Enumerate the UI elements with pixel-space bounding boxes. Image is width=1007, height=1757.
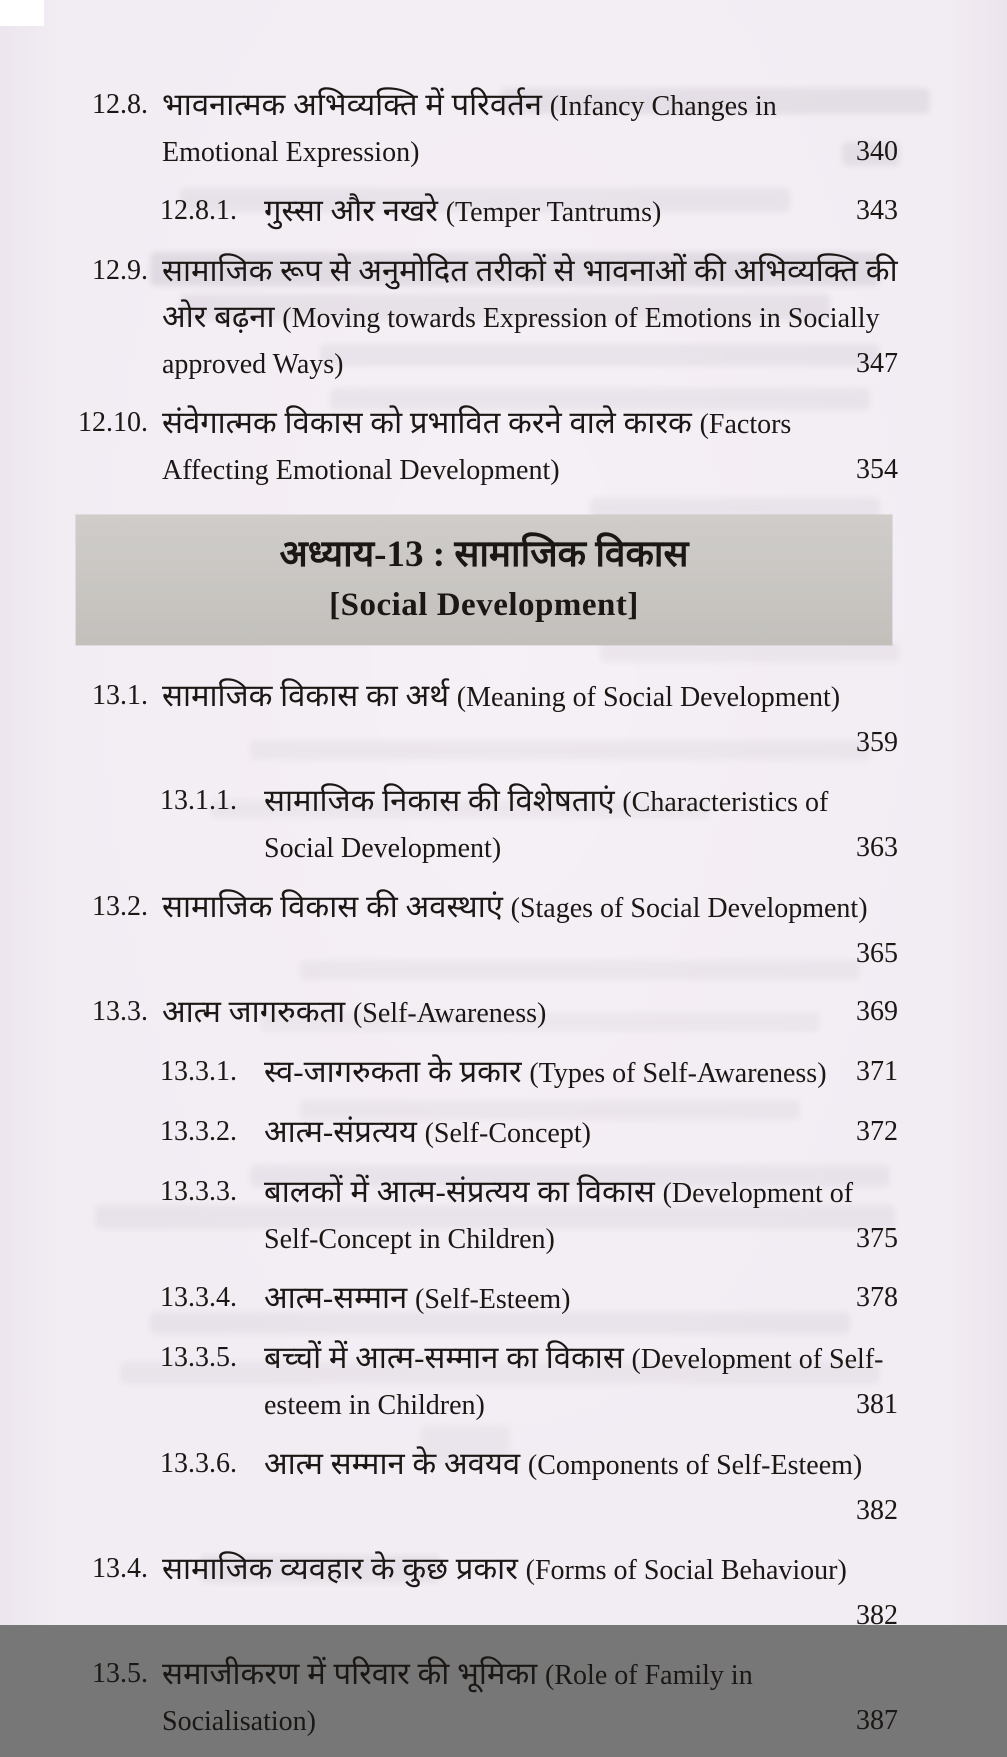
- toc-entry: [62, 884, 898, 976]
- toc-entry-page: 387: [856, 1705, 898, 1736]
- toc-entry: [62, 989, 898, 1036]
- toc-entry-number: 13.3.3.: [160, 1176, 237, 1207]
- toc-entry-number: 13.1.1.: [160, 785, 237, 816]
- toc-entry-page: 375: [856, 1223, 898, 1254]
- toc-entry-number: 13.5.: [92, 1658, 148, 1689]
- toc-entry-hindi: सामाजिक निकास की विशेषताएं: [264, 783, 623, 818]
- toc-entry: [62, 1651, 898, 1744]
- toc-entry-number: 13.3.4.: [160, 1282, 237, 1313]
- toc-entry: [62, 1169, 898, 1262]
- toc-entry-text: [264, 778, 898, 871]
- toc-entry: [62, 1275, 898, 1322]
- toc-entry-english: (Development of Self-Concept in Children): [264, 1178, 854, 1255]
- toc-entry-number: 13.3.5.: [160, 1342, 237, 1373]
- toc-section-chapter-12: [62, 82, 898, 493]
- toc-entry-hindi: आत्म-सम्मान: [264, 1280, 416, 1315]
- toc-entry-number: 12.8.: [92, 89, 148, 120]
- toc-entry-english: (Development of Self-esteem in Children): [264, 1344, 884, 1421]
- toc-entry-hindi: सामाजिक रूप से अनुमोदित तरीकों से भावनाओं की अभिव्यक्ति की ओर बढ़ना: [162, 253, 898, 334]
- toc-entry-hindi: संवेगात्मक विकास को प्रभावित करने वाले कारक: [162, 405, 700, 440]
- toc-entry-text: [162, 989, 898, 1036]
- toc-entry-hindi: भावनात्मक अभिव्यक्ति में परिवर्तन: [162, 87, 550, 122]
- toc-entry-number: 13.3.1.: [160, 1056, 237, 1087]
- toc-entry: [62, 1049, 898, 1096]
- toc-entry-english: (Forms of Social Behaviour): [525, 1555, 847, 1586]
- toc-entry-page: 363: [856, 832, 898, 863]
- toc-entry-english: (Meaning of Social Development): [456, 682, 841, 713]
- toc-entry-english: (Types of Self-Awareness): [529, 1058, 827, 1089]
- toc-entry-text: [162, 673, 898, 765]
- chapter-heading-english: [Social Development]: [329, 587, 639, 623]
- toc-entry-number: 13.1.: [92, 680, 148, 711]
- toc-entry-hindi: आत्म-संप्रत्यय: [264, 1114, 425, 1149]
- toc-entry-number: 13.4.: [92, 1553, 148, 1584]
- toc-entry-hindi: आत्म सम्मान के अवयव: [264, 1446, 528, 1481]
- toc-entry-english: (Moving towards Expression of Emotions in Socially approved Ways): [162, 303, 880, 380]
- toc-entry: [62, 1335, 898, 1428]
- toc-entry-hindi: गुस्सा और नखरे: [264, 193, 446, 228]
- toc-entry: [62, 82, 898, 175]
- toc-entry-text: [162, 884, 898, 976]
- toc-entry-hindi: आत्म जागरुकता: [162, 994, 353, 1029]
- toc-entry-text: [162, 82, 898, 175]
- toc-entry-hindi: सामाजिक विकास का अर्थ: [162, 678, 457, 713]
- toc-entry-page: 347: [856, 348, 898, 379]
- toc-entry-text: [264, 1335, 898, 1428]
- toc-entry: [62, 248, 898, 387]
- toc-entry-text: [162, 1546, 898, 1638]
- toc-entry-text: [264, 1109, 898, 1156]
- toc-entry-english: (Role of Family in Socialisation): [162, 1660, 753, 1737]
- toc-entry: [62, 1546, 898, 1638]
- toc-entry-page: 340: [856, 136, 898, 167]
- toc-entry-page: 354: [856, 454, 898, 485]
- toc-entry: [62, 400, 898, 493]
- toc-entry-number: 12.8.1.: [160, 195, 237, 226]
- toc-entry-hindi: स्व-जागरुकता के प्रकार: [264, 1054, 530, 1089]
- toc-entry-text: [162, 400, 898, 493]
- toc-entry-number: 13.3.6.: [160, 1448, 237, 1479]
- toc-entry-english: (Stages of Social Development): [510, 893, 868, 924]
- toc-entry-page: 371: [856, 1056, 898, 1087]
- toc-entry-text: [264, 1441, 898, 1533]
- toc-entry-number: 12.9.: [92, 255, 148, 286]
- toc-entry-page: 369: [856, 996, 898, 1027]
- scan-edge-artifact: [0, 0, 44, 26]
- toc-entry-english: (Characteristics of Social Development): [264, 787, 829, 864]
- toc-entry: [62, 778, 898, 871]
- toc-entry-text: [162, 248, 898, 387]
- toc-entry-hindi: बालकों में आत्म-संप्रत्यय का विकास: [264, 1174, 663, 1209]
- toc-entry-page: 378: [856, 1282, 898, 1313]
- toc-entry-text: [264, 188, 898, 235]
- toc-entry-english: (Factors Affecting Emotional Development): [162, 409, 792, 486]
- toc-entry: [62, 1441, 898, 1533]
- toc-entry: [62, 673, 898, 765]
- toc-section-chapter-13: [62, 673, 898, 1744]
- toc-entry-page: 343: [856, 195, 898, 226]
- toc-entry: [62, 188, 898, 235]
- toc-entry-english: (Self-Esteem): [415, 1284, 571, 1315]
- toc-entry-text: [264, 1049, 898, 1096]
- toc-entry-text: [162, 1651, 898, 1744]
- toc-entry: [62, 1109, 898, 1156]
- toc-entry-english: (Self-Concept): [424, 1118, 591, 1149]
- toc-entry-hindi: समाजीकरण में परिवार की भूमिका: [162, 1656, 546, 1691]
- toc-entry-hindi: सामाजिक विकास की अवस्थाएं: [162, 889, 511, 924]
- table-of-contents: [62, 82, 898, 1757]
- toc-entry-english: (Infancy Changes in Emotional Expression): [162, 91, 777, 168]
- toc-entry-page: 381: [856, 1389, 898, 1420]
- toc-entry-hindi: बच्चों में आत्म-सम्मान का विकास: [264, 1340, 632, 1375]
- toc-entry-english: (Self-Awareness): [352, 998, 547, 1029]
- toc-entry-page: 365: [856, 938, 898, 969]
- toc-entry-hindi: सामाजिक व्यवहार के कुछ प्रकार: [162, 1551, 526, 1586]
- toc-entry-number: 13.3.2.: [160, 1116, 237, 1147]
- toc-entry-english: (Temper Tantrums): [445, 197, 662, 228]
- toc-entry-english: (Components of Self-Esteem): [527, 1450, 863, 1481]
- toc-entry-number: 13.2.: [92, 891, 148, 922]
- toc-entry-page: 382: [856, 1600, 898, 1631]
- toc-entry-number: 13.3.: [92, 996, 148, 1027]
- toc-entry-text: [264, 1169, 898, 1262]
- toc-entry-number: 12.10.: [78, 407, 148, 438]
- toc-entry-page: 372: [856, 1116, 898, 1147]
- toc-entry-page: 382: [856, 1495, 898, 1526]
- toc-entry-page: 359: [856, 727, 898, 758]
- chapter-heading-hindi: अध्याय-13 : सामाजिक विकास: [279, 534, 689, 575]
- chapter-heading: [76, 515, 892, 645]
- toc-entry-text: [264, 1275, 898, 1322]
